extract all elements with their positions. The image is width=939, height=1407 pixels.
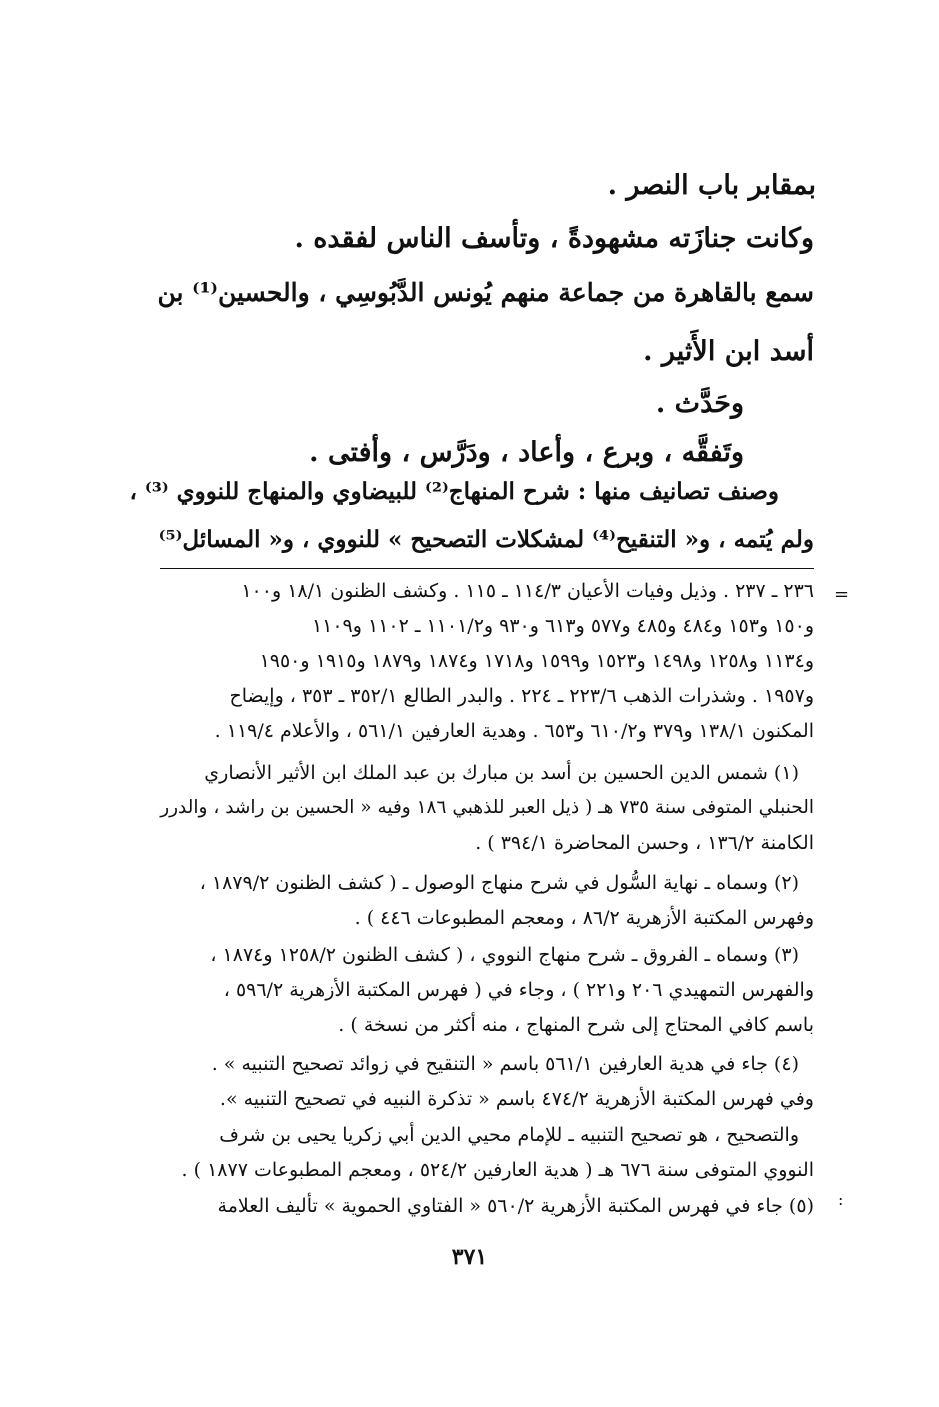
footnote-divider	[160, 568, 814, 569]
footnote-line: والتصحيح ، هو تصحيح التنبيه ـ للإمام محيي الدين أبي زكريا يحيى بن شرف	[219, 1124, 799, 1146]
continuation-marker-end: :	[838, 1190, 844, 1209]
main-text-line: وكانت جنازَته مشهودةً ، وتأسف الناس لفقده .	[294, 223, 814, 254]
footnote-line: (٥) جاء في فهرس المكتبة الأزهرية ٥٦٠/٢ « الفتاوي الحموية » تأليف العلامة	[217, 1195, 814, 1217]
footnote-line: (٤) جاء في هدية العارفين ٥٦١/١ باسم « التنقيح في زوائد تصحيح التنبيه » .	[211, 1053, 799, 1075]
main-text-line: وحَدَّث .	[655, 388, 744, 419]
footnote-line: وفي فهرس المكتبة الأزهرية ٤٧٤/٢ باسم « تذكرة النبيه في تصحيح التنبيه ».	[219, 1088, 814, 1110]
footnote-line: و١١٣٤ و١٢٥٨ و١٤٩٨ و١٥٢٣ و١٥٩٩ و١٧١٨ و١٨٧٤ و١٨٧٩ و١٩١٥ و١٩٥٠	[259, 650, 814, 672]
main-text-line: وتَفقَّه ، وبرع ، وأعاد ، ودَرَّس ، وأفتى .	[309, 437, 744, 468]
footnote-line: النووي المتوفى سنة ٦٧٦ هـ ( هدية العارفين ٥٢٤/٢ ، ومعجم المطبوعات ١٨٧٧ ) .	[181, 1159, 814, 1181]
footnote-line: (٣) وسماه ـ الفروق ـ شرح منهاج النووي ، ( كشف الظنون ١٢٥٨/٢ و١٨٧٤ ،	[210, 944, 799, 966]
main-text-line: بمقابر باب النصر .	[607, 170, 816, 201]
page-number: ٣٧١	[451, 1244, 488, 1270]
main-text-line: وصنف تصانيف منها : شرح المنهاج⁽²⁾ للبيضاوي والمنهاج للنووي ⁽³⁾ ،	[129, 478, 779, 505]
footnote-line: الحنبلي المتوفى سنة ٧٣٥ هـ ( ذيل العبر للذهبي ١٨٦ وفيه « الحسين بن راشد ، والدرر	[160, 797, 814, 818]
footnote-line: الكامنة ١٣٦/٢ ، وحسن المحاضرة ٣٩٤/١ ) .	[475, 832, 814, 854]
footnote-line: (٢) وسماه ـ نهاية السُّول في شرح منهاج الوصول ـ ( كشف الظنون ١٨٧٩/٢ ،	[199, 872, 799, 894]
footnote-line: (١) شمس الدين الحسين بن أسد بن مبارك بن عبد الملك ابن الأثير الأنصاري	[204, 762, 799, 784]
footnote-line: و١٥٠ و١٥٣ و٤٨٤ و٤٨٥ و٥٧٧ و٦١٣ و٩٣٠ و١١٠١/٢ ـ ١١٠٢ و١١٠٩	[311, 615, 814, 637]
footnote-line: باسم كافي المحتاج إلى شرح المنهاج ، منه أكثر من نسخة ) .	[338, 1014, 814, 1036]
continuation-marker: =	[834, 584, 850, 605]
footnote-line: والفهرس التمهيدي ٢٠٦ و٢٢١ ) ، وجاء في ( فهرس المكتبة الأزهرية ٥٩٦/٢ ،	[223, 979, 814, 1001]
footnote-line: المكنون ١٣٨/١ و٣٧٩ و٦١٠/٢ و٦٥٣ . وهدية العارفين ٥٦١/١ ، والأعلام ١١٩/٤ .	[214, 720, 814, 742]
footnote-line: وفهرس المكتبة الأزهرية ٨٦/٢ ، ومعجم المطبوعات ٤٤٦ ) .	[354, 907, 814, 929]
footnote-line: و١٩٥٧ . وشذرات الذهب ٢٢٣/٦ ـ ٢٢٤ . والبدر الطالع ٣٥٢/١ ـ ٣٥٣ ، وإيضاح	[229, 685, 814, 707]
main-text-line: أسد ابن الأَثير .	[643, 336, 814, 367]
main-text-line: سمع بالقاهرة من جماعة منهم يُونس الدَّبُوسِي ، والحسين⁽¹⁾ بن	[157, 278, 814, 307]
footnote-line: ٢٣٦ ـ ٢٣٧ . وذيل وفيات الأعيان ١١٤/٣ ـ ١١٥ . وكشف الظنون ١٨/١ و١٠٠	[241, 580, 814, 602]
main-text-line: ولم يُتمه ، و« التنقيح⁽⁴⁾ لمشكلات التصحيح » للنووي ، و« المسائل⁽⁵⁾	[158, 526, 814, 553]
